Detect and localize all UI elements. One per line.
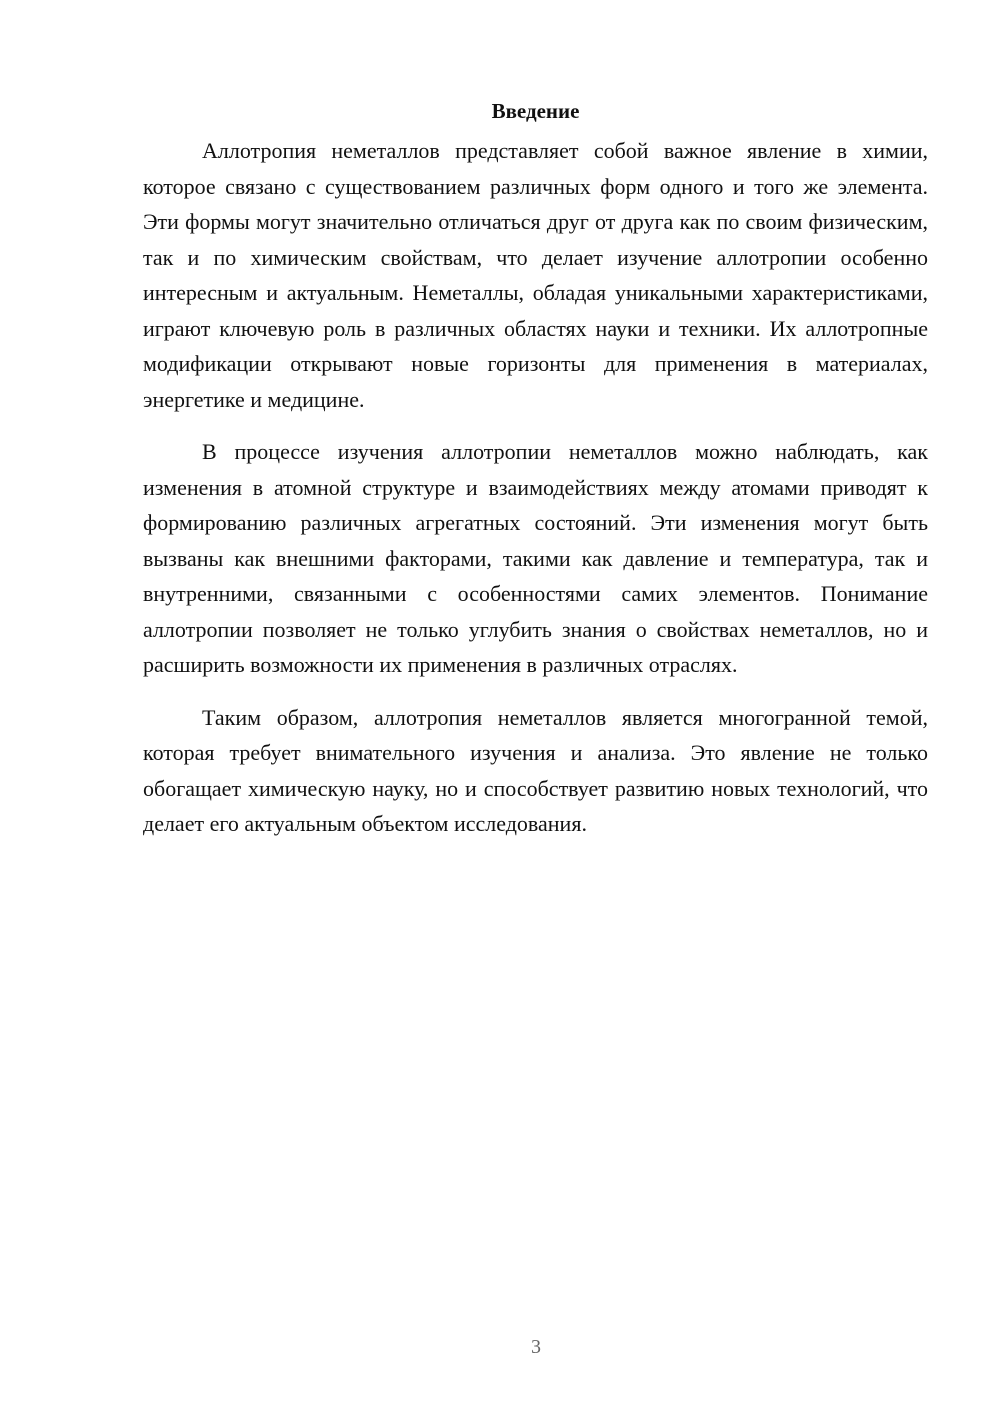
paragraph-3: Таким образом, аллотропия неметаллов является многогранной темой, которая требует внимательного изучения и анализа. Это явление не только обогащает химическую науку, но и способствует развитию новых технологий, что делает его актуальным объектом исследования.: [143, 704, 928, 836]
page-number: 3: [531, 1336, 541, 1358]
page-content: [143, 96, 928, 859]
paragraph-1: Аллотропия неметаллов представляет собой важное явление в химии, которое связано с существованием различных форм одного и того же элемента. Эти формы могут значительно отличаться друг от друга как по своим физическим, так и по химическим свойствам, что делает изучение аллотропии особенно интересным и актуальным. Неметаллы, обладая уникальными характеристиками, играют ключевую роль в различных областях науки и техники. Их аллотропные модификации открывают новые горизонты для применения в материалах, энергетике и медицине.: [143, 138, 928, 412]
paragraph-2: В процессе изучения аллотропии неметаллов можно наблюдать, как изменения в атомной структуре и взаимодействиях между атомами приводят к формированию различных агрегатных состояний. Эти изменения могут быть вызваны как внешними факторами, такими как давление и температура, так и внутренними, связанными с особенностями самих элементов. Понимание аллотропии позволяет не только углубить знания о свойствах неметаллов, но и расширить возможности их применения в различных отраслях.: [143, 439, 928, 677]
section-heading: Введение: [491, 99, 580, 123]
